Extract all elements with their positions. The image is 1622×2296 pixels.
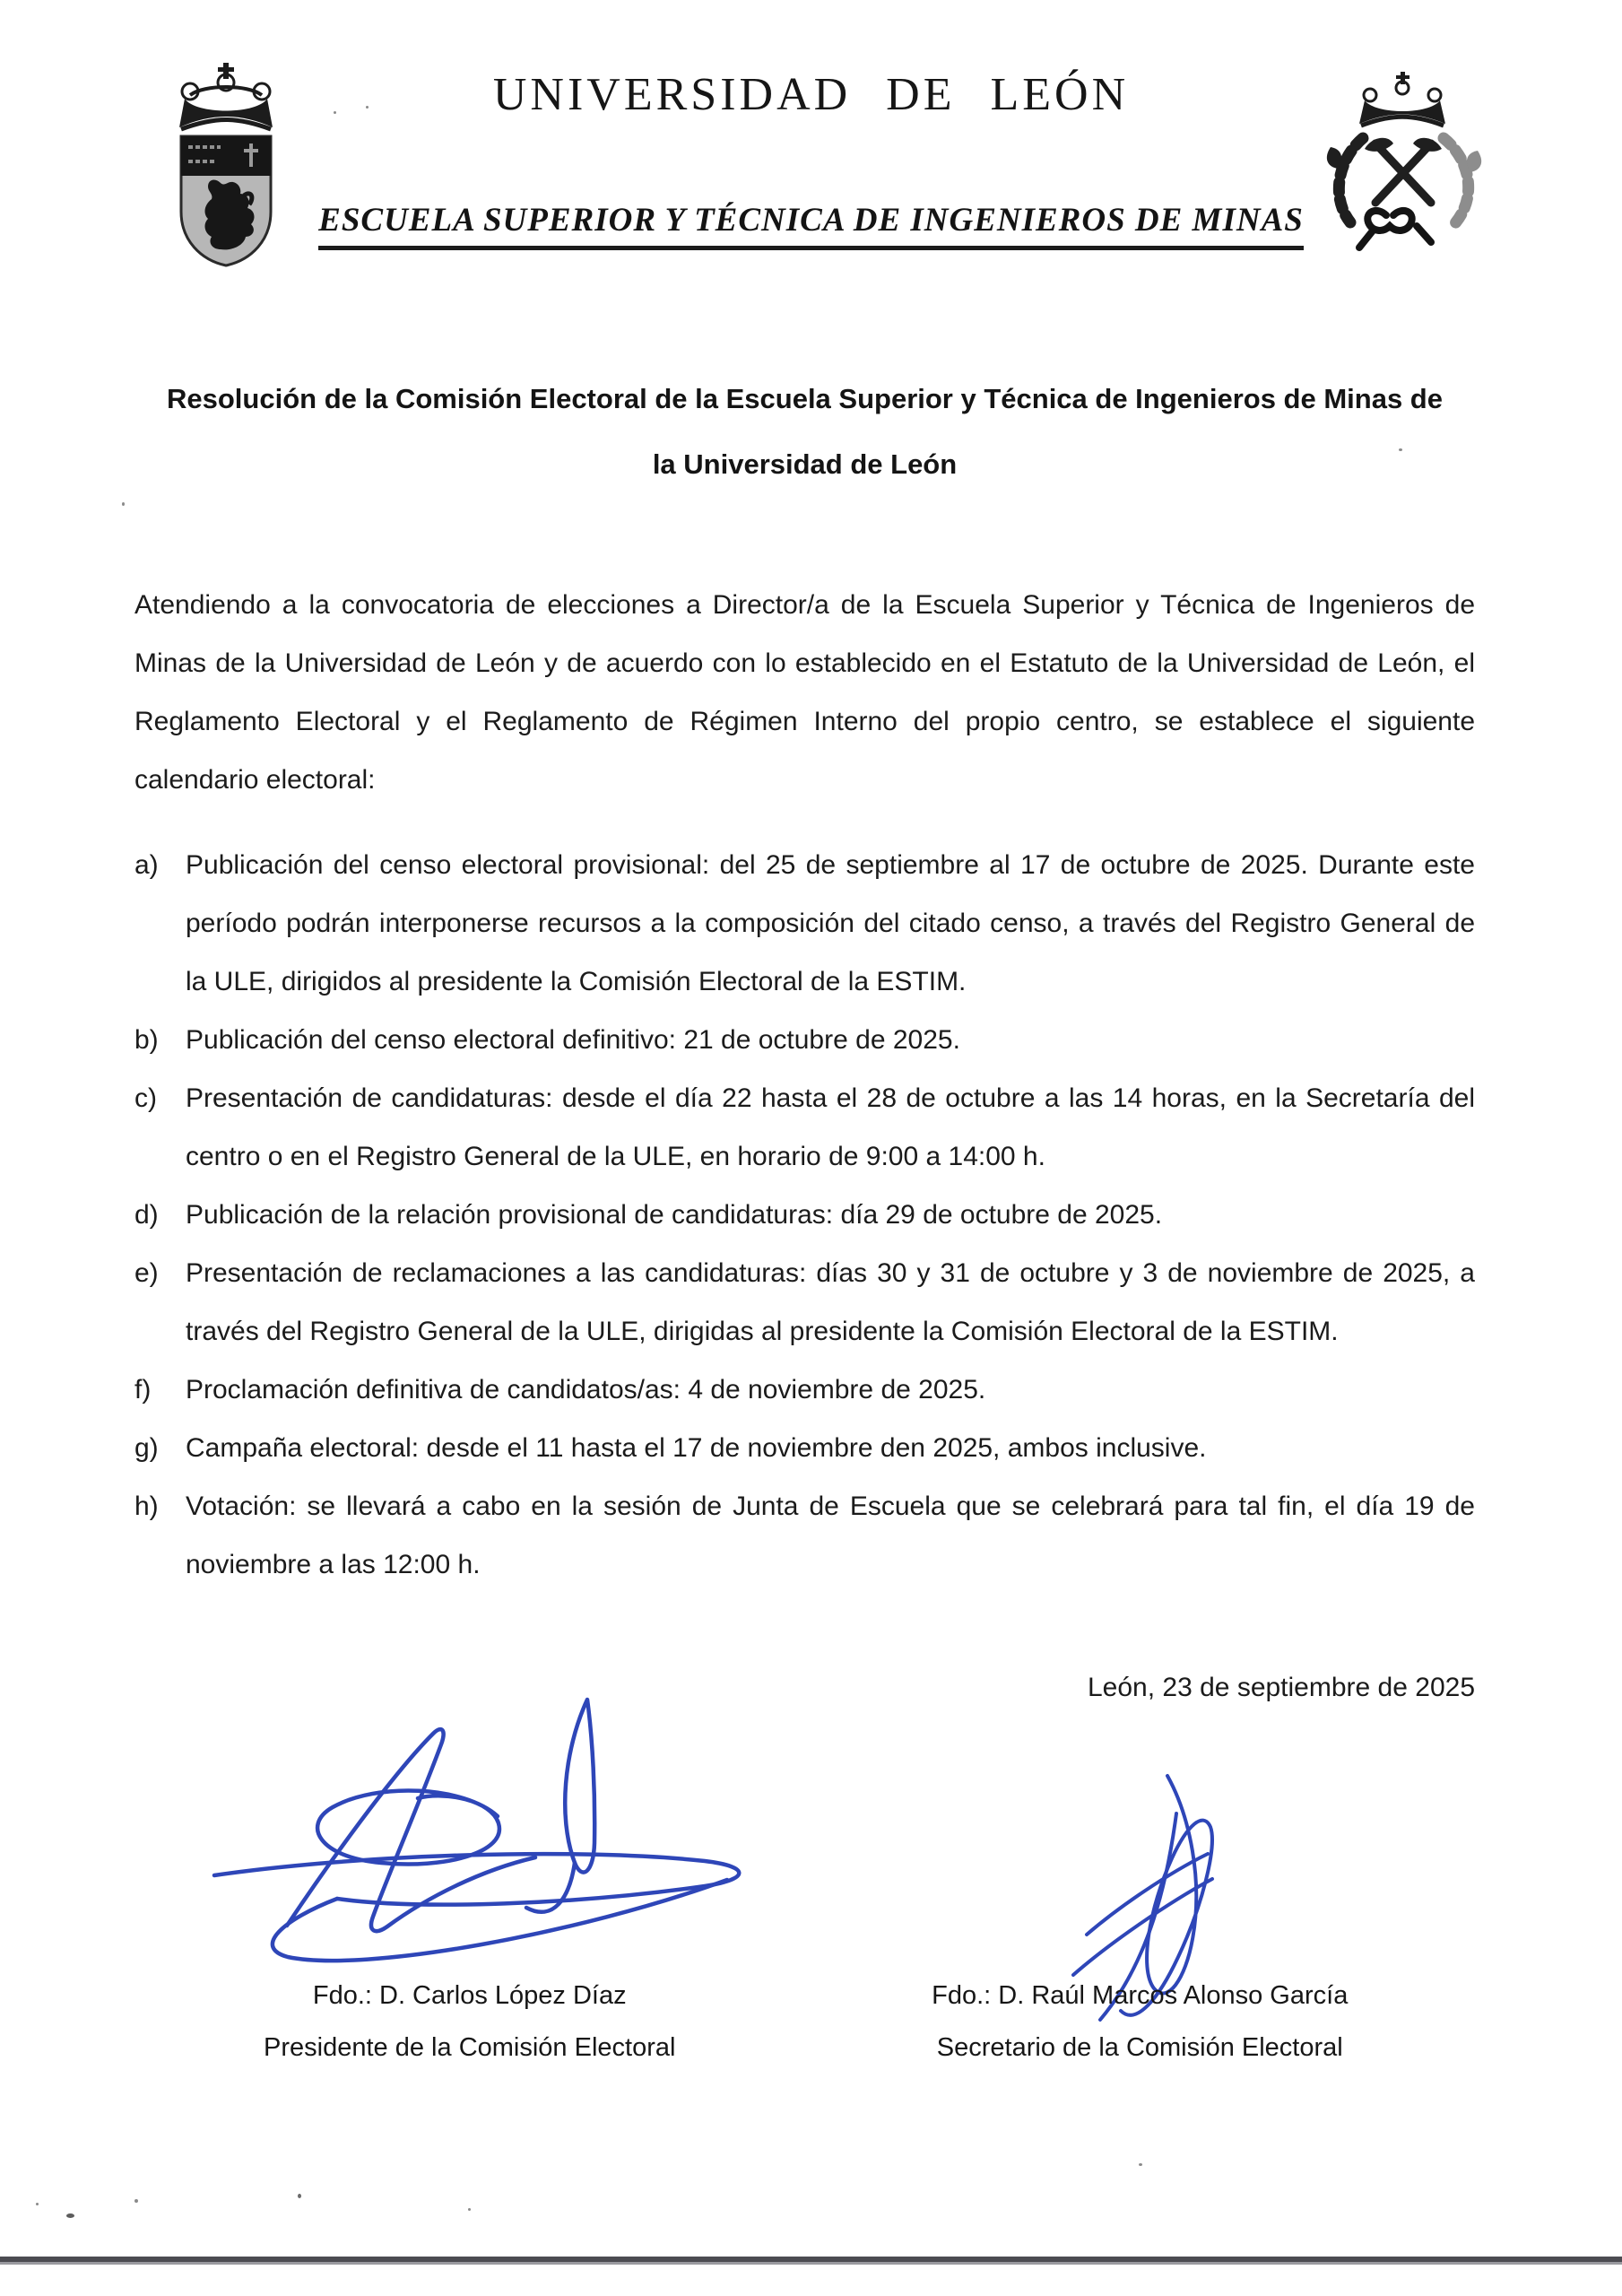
calendar-item-label: e) bbox=[134, 1258, 159, 1288]
scan-speck bbox=[1139, 2163, 1142, 2166]
calendar-item bbox=[134, 1069, 1475, 1186]
calendar-item-text: Publicación de la relación provisional de candidaturas: día 29 de octubre de 2025. bbox=[186, 1200, 1163, 1230]
calendar-item bbox=[134, 836, 1475, 1011]
calendar-item bbox=[134, 1361, 1475, 1419]
scan-speck bbox=[36, 2203, 39, 2205]
scan-speck bbox=[66, 2213, 74, 2218]
document-body bbox=[0, 366, 1622, 1703]
university-name: UNIVERSIDAD DE LEÓN bbox=[492, 69, 1130, 120]
scan-speck bbox=[366, 106, 369, 109]
calendar-item bbox=[134, 1477, 1475, 1594]
scan-speck bbox=[1399, 448, 1402, 451]
calendar-item bbox=[134, 1419, 1475, 1477]
scan-speck bbox=[122, 502, 125, 506]
calendar-item-text: Proclamación definitiva de candidatos/as: 4 de noviembre de 2025. bbox=[186, 1375, 986, 1405]
calendar-item-label: c) bbox=[134, 1083, 157, 1113]
place-and-date: León, 23 de septiembre de 2025 bbox=[1088, 1673, 1475, 1702]
president-signed-name: Fdo.: D. Carlos López Díaz bbox=[312, 1981, 627, 2010]
scan-speck bbox=[134, 2199, 138, 2203]
calendar-item-label: b) bbox=[134, 1025, 159, 1055]
scan-bottom-edge-shadow bbox=[0, 2262, 1622, 2265]
calendar-item-text: Campaña electoral: desde el 11 hasta el 17 de noviembre den 2025, ambos inclusive. bbox=[186, 1433, 1207, 1463]
calendar-item-label: a) bbox=[134, 850, 159, 880]
calendar-item-label: d) bbox=[134, 1200, 159, 1230]
electoral-calendar-list bbox=[134, 836, 1475, 1594]
president-role: Presidente de la Comisión Electoral bbox=[264, 2033, 676, 2062]
scan-speck bbox=[468, 2208, 471, 2211]
president-signature-block bbox=[134, 1970, 805, 2074]
calendar-item bbox=[134, 1186, 1475, 1244]
calendar-item-text: Publicación del censo electoral provisional: del 25 de septiembre al 17 de octubre de 2025. Durante este período podrán interponerse recursos a la composición del citado censo, a través del Registro General de la ULE, dirigidos al presidente la Comisión Electoral de la ESTIM. bbox=[186, 850, 1475, 996]
calendar-item bbox=[134, 1011, 1475, 1069]
school-name: ESCUELA SUPERIOR Y TÉCNICA DE INGENIEROS DE MINAS bbox=[318, 201, 1304, 250]
resolution-title: Resolución de la Comisión Electoral de la Escuela Superior y Técnica de Ingenieros de Minas de la Universidad de León bbox=[167, 383, 1443, 480]
calendar-item bbox=[134, 1244, 1475, 1361]
secretary-role: Secretario de la Comisión Electoral bbox=[936, 2033, 1343, 2062]
calendar-item-label: g) bbox=[134, 1433, 159, 1463]
scan-speck bbox=[298, 2194, 301, 2198]
calendar-item-label: f) bbox=[134, 1375, 152, 1405]
calendar-item-text: Votación: se llevará a cabo en la sesión de Junta de Escuela que se celebrará para tal fin, el día 19 de noviembre a las 12:00 h. bbox=[186, 1492, 1475, 1579]
calendar-item-text: Presentación de candidaturas: desde el día 22 hasta el 28 de octubre a las 14 horas, en la Secretaría del centro o en el Registro General de la ULE, en horario de 9:00 a 14:00 h. bbox=[186, 1083, 1475, 1171]
scan-speck bbox=[334, 111, 336, 114]
secretary-signed-name: Fdo.: D. Raúl Marcos Alonso García bbox=[932, 1981, 1349, 2010]
signature-blocks bbox=[134, 1970, 1475, 2074]
calendar-item-label: h) bbox=[134, 1492, 159, 1521]
letterhead bbox=[0, 0, 1622, 323]
intro-paragraph: Atendiendo a la convocatoria de elecciones a Director/a de la Escuela Superior y Técnica de Ingenieros de Minas de la Universidad de León y de acuerdo con lo establecido en el Estatuto de la Universidad de León, el Reglamento Electoral y el Reglamento de Régimen Interno del propio centro, se establece el siguiente calendario electoral: bbox=[134, 590, 1475, 795]
calendar-item-text: Publicación del censo electoral definitivo: 21 de octubre de 2025. bbox=[186, 1025, 960, 1055]
secretary-signature-block bbox=[805, 1970, 1476, 2074]
president-signature-icon bbox=[202, 1691, 749, 1978]
calendar-item-text: Presentación de reclamaciones a las candidaturas: días 30 y 31 de octubre y 3 de noviembre de 2025, a través del Registro General de la ULE, dirigidas al presidente la Comisión Electoral de la ESTIM. bbox=[186, 1258, 1475, 1346]
